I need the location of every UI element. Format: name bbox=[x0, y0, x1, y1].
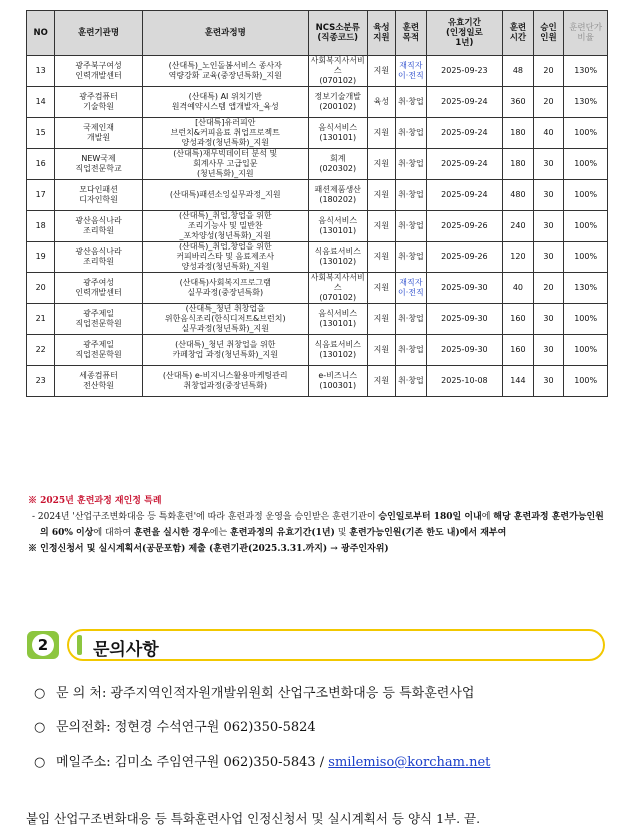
cell-col-price-ratio: 100% bbox=[564, 335, 608, 366]
bullet-icon: ○ bbox=[34, 720, 46, 735]
contact-org bbox=[34, 682, 474, 701]
cell-col-course: (산대특)_취업,창업을 위한 커피바리스타 및 음료제조사 양성과정(청년특화)_지원 bbox=[142, 242, 308, 273]
cell-col-ncs: 음식서비스 (130101) bbox=[308, 211, 367, 242]
header-col-support: 육성 지원 bbox=[367, 11, 395, 56]
cell-col-price-ratio: 130% bbox=[564, 273, 608, 304]
cell-col-institution: 광주북구여성 인력개발센터 bbox=[55, 56, 142, 87]
header-col-ncs: NCS소분류 (직종코드) bbox=[308, 11, 367, 56]
cell-col-hours: 48 bbox=[503, 56, 534, 87]
cell-col-course: (산대특)사회복지프로그램 실무과정(중장년특화) bbox=[142, 273, 308, 304]
note-emphasis: 승인일로부터 180일 이내 bbox=[378, 512, 482, 522]
note-text: 및 bbox=[334, 528, 350, 538]
table-row bbox=[27, 56, 608, 87]
cell-col-purpose: 취·창업 bbox=[396, 335, 427, 366]
attachment-note: 붙임 산업구조변화대응 등 특화훈련사업 인정신청서 및 실시계획서 등 양식 1부. 끝. bbox=[26, 811, 481, 826]
table-row bbox=[27, 273, 608, 304]
cell-col-support: 지원 bbox=[367, 180, 395, 211]
bullet-icon: ○ bbox=[34, 686, 46, 701]
cell-col-purpose: 취·창업 bbox=[396, 118, 427, 149]
cell-col-approved: 30 bbox=[533, 242, 564, 273]
cell-col-purpose: 취·창업 bbox=[396, 304, 427, 335]
contact-phone-text: 문의전화: 정현경 수석연구원 062)350-5824 bbox=[56, 720, 316, 735]
cell-col-approved: 20 bbox=[533, 87, 564, 118]
cell-col-no: 20 bbox=[27, 273, 55, 304]
cell-col-ncs: 회계 (020302) bbox=[308, 149, 367, 180]
cell-col-approved: 30 bbox=[533, 211, 564, 242]
cell-col-ncs: 사회복지사서비스 (070102) bbox=[308, 273, 367, 304]
table-header-row bbox=[27, 11, 608, 56]
cell-col-validity: 2025-09-24 bbox=[426, 87, 502, 118]
cell-col-support: 육성 bbox=[367, 87, 395, 118]
cell-col-price-ratio: 100% bbox=[564, 149, 608, 180]
section-title-bar bbox=[67, 629, 605, 661]
cell-col-support: 지원 bbox=[367, 118, 395, 149]
cell-col-validity: 2025-09-30 bbox=[426, 304, 502, 335]
note-text: 에는 bbox=[209, 528, 231, 538]
notes-title: ※ 2025년 훈련과정 재인정 특례 bbox=[28, 496, 162, 506]
cell-col-validity: 2025-09-30 bbox=[426, 335, 502, 366]
bullet-icon: ○ bbox=[34, 755, 46, 770]
cell-col-institution: 국제인재 개발원 bbox=[55, 118, 142, 149]
cell-col-purpose: 취·창업 bbox=[396, 149, 427, 180]
header-col-purpose: 훈련 목적 bbox=[396, 11, 427, 56]
header-col-hours: 훈련 시간 bbox=[503, 11, 534, 56]
cell-col-approved: 30 bbox=[533, 304, 564, 335]
cell-col-validity: 2025-09-23 bbox=[426, 56, 502, 87]
header-col-no: NO bbox=[27, 11, 55, 56]
cell-col-hours: 160 bbox=[503, 304, 534, 335]
cell-col-hours: 160 bbox=[503, 335, 534, 366]
contact-phone bbox=[34, 716, 316, 735]
cell-col-no: 18 bbox=[27, 211, 55, 242]
table-row bbox=[27, 366, 608, 397]
table-row bbox=[27, 211, 608, 242]
cell-col-price-ratio: 100% bbox=[564, 118, 608, 149]
cell-col-purpose: 취·창업 bbox=[396, 180, 427, 211]
table-row bbox=[27, 87, 608, 118]
cell-col-support: 지원 bbox=[367, 242, 395, 273]
cell-col-price-ratio: 100% bbox=[564, 180, 608, 211]
cell-col-ncs: 음식서비스 (130101) bbox=[308, 118, 367, 149]
cell-col-no: 16 bbox=[27, 149, 55, 180]
cell-col-validity: 2025-09-30 bbox=[426, 273, 502, 304]
cell-col-price-ratio: 100% bbox=[564, 366, 608, 397]
cell-col-ncs: 식음료서비스 (130102) bbox=[308, 335, 367, 366]
notes-description bbox=[26, 509, 616, 541]
cell-col-approved: 30 bbox=[533, 335, 564, 366]
cell-col-validity: 2025-09-26 bbox=[426, 211, 502, 242]
cell-col-ncs: 패션제품생산 (180202) bbox=[308, 180, 367, 211]
cell-col-purpose: 취·창업 bbox=[396, 242, 427, 273]
cell-col-validity: 2025-09-24 bbox=[426, 149, 502, 180]
cell-col-support: 지원 bbox=[367, 56, 395, 87]
section-number: 2 bbox=[32, 634, 54, 656]
cell-col-approved: 30 bbox=[533, 180, 564, 211]
cell-col-institution: 모다인패션 디자인학원 bbox=[55, 180, 142, 211]
contact-org-text: 문 의 처: 광주지역인적자원개발위원회 산업구조변화대응 등 특화훈련사업 bbox=[56, 686, 475, 701]
section-heading bbox=[27, 629, 603, 661]
cell-col-ncs: 음식서비스 (130101) bbox=[308, 304, 367, 335]
table-body bbox=[27, 56, 608, 397]
section-title: 문의사항 bbox=[93, 640, 159, 660]
cell-col-hours: 120 bbox=[503, 242, 534, 273]
note-text: - 2024년 '산업구조변화대응 등 특화훈련'에 따라 훈련과정 운영을 승인받은 훈련기관이 bbox=[32, 512, 379, 522]
cell-col-purpose: 취·창업 bbox=[396, 211, 427, 242]
cell-col-no: 14 bbox=[27, 87, 55, 118]
cell-col-course: (산대특)_노인돌봄서비스 종사자 역량강화 교육(중장년특화)_지원 bbox=[142, 56, 308, 87]
cell-col-no: 15 bbox=[27, 118, 55, 149]
cell-col-ncs: 식음료서비스 (130102) bbox=[308, 242, 367, 273]
cell-col-price-ratio: 100% bbox=[564, 304, 608, 335]
cell-col-no: 17 bbox=[27, 180, 55, 211]
cell-col-support: 지원 bbox=[367, 273, 395, 304]
cell-col-course: (산대특)패션소잉실무과정_지원 bbox=[142, 180, 308, 211]
cell-col-hours: 40 bbox=[503, 273, 534, 304]
cell-col-ncs: 정보기술개발 (200102) bbox=[308, 87, 367, 118]
notes-submission: ※ 인정신청서 및 실시계획서(공문포함) 제출 (훈련기관(2025.3.31.까지) → 광주인자위) bbox=[28, 544, 389, 554]
cell-col-course: [산대특]유러피안 브런치&커피음료 취업프로젝트 양성과정(청년특화)_지원 bbox=[142, 118, 308, 149]
contact-email bbox=[34, 751, 490, 770]
cell-col-support: 지원 bbox=[367, 149, 395, 180]
cell-col-price-ratio: 100% bbox=[564, 242, 608, 273]
note-emphasis: 훈련과정의 유효기간(1년) bbox=[230, 528, 335, 538]
notes-section bbox=[26, 493, 616, 557]
table-row bbox=[27, 118, 608, 149]
cell-col-hours: 480 bbox=[503, 180, 534, 211]
cell-col-institution: 세종컴퓨터 전산학원 bbox=[55, 366, 142, 397]
cell-col-hours: 180 bbox=[503, 149, 534, 180]
cell-col-support: 지원 bbox=[367, 304, 395, 335]
cell-col-price-ratio: 130% bbox=[564, 56, 608, 87]
cell-col-no: 19 bbox=[27, 242, 55, 273]
cell-col-support: 지원 bbox=[367, 335, 395, 366]
cell-col-course: (산대특)_취업,창업을 위한 조리기능사 및 밀반찬 _포차양성(청년특화)_지원 bbox=[142, 211, 308, 242]
cell-col-validity: 2025-10-08 bbox=[426, 366, 502, 397]
cell-col-institution: NEW국제 직업전문학교 bbox=[55, 149, 142, 180]
cell-col-course: (산대특)_청년 취창업을 위한 카페창업 과정(청년특화)_지원 bbox=[142, 335, 308, 366]
note-text: 에 대하여 bbox=[93, 528, 134, 538]
cell-col-price-ratio: 130% bbox=[564, 87, 608, 118]
cell-col-institution: 광산음식나라 조리학원 bbox=[55, 211, 142, 242]
cell-col-approved: 40 bbox=[533, 118, 564, 149]
cell-col-no: 21 bbox=[27, 304, 55, 335]
table-row bbox=[27, 335, 608, 366]
cell-col-no: 22 bbox=[27, 335, 55, 366]
cell-col-price-ratio: 100% bbox=[564, 211, 608, 242]
cell-col-course: (산대특)재무빅데이터 분석 및 회계사무 고급입문 (청년특화)_지원 bbox=[142, 149, 308, 180]
note-emphasis: 해당 훈련과정 훈련가능인원의 60% 이상 bbox=[40, 512, 604, 538]
section-number-badge bbox=[27, 631, 59, 659]
cell-col-purpose: 재직자 이·전직 bbox=[396, 273, 427, 304]
header-col-approved: 승인 인원 bbox=[533, 11, 564, 56]
section-accent-bar bbox=[77, 635, 82, 655]
cell-col-purpose: 취·창업 bbox=[396, 366, 427, 397]
cell-col-course: (산대특_청년 취창업을 위한음식조리(한식디저트&브런치) 실무과정(청년특화)_지원 bbox=[142, 304, 308, 335]
cell-col-no: 13 bbox=[27, 56, 55, 87]
table-row bbox=[27, 149, 608, 180]
cell-col-approved: 20 bbox=[533, 56, 564, 87]
cell-col-institution: 광주여성 인력개발센터 bbox=[55, 273, 142, 304]
table-row bbox=[27, 180, 608, 211]
header-col-price-ratio: 훈련단가 비율 bbox=[564, 11, 608, 56]
contact-email-label: 메일주소: 김미소 주임연구원 062)350-5843 / bbox=[56, 755, 329, 770]
cell-col-course: (산대특) e-비지니스활용마케팅관리 취창업과정(중장년특화) bbox=[142, 366, 308, 397]
cell-col-approved: 30 bbox=[533, 149, 564, 180]
cell-col-support: 지원 bbox=[367, 211, 395, 242]
table-row bbox=[27, 242, 608, 273]
table-row bbox=[27, 304, 608, 335]
cell-col-institution: 광주제일 직업전문학원 bbox=[55, 335, 142, 366]
header-col-institution: 훈련기관명 bbox=[55, 11, 142, 56]
cell-col-hours: 180 bbox=[503, 118, 534, 149]
cell-col-support: 지원 bbox=[367, 366, 395, 397]
cell-col-purpose: 재직자 이·전직 bbox=[396, 56, 427, 87]
email-link[interactable]: smilemiso@korcham.net bbox=[328, 755, 491, 770]
cell-col-no: 23 bbox=[27, 366, 55, 397]
cell-col-approved: 30 bbox=[533, 366, 564, 397]
training-course-table bbox=[26, 10, 608, 397]
cell-col-hours: 144 bbox=[503, 366, 534, 397]
cell-col-validity: 2025-09-26 bbox=[426, 242, 502, 273]
cell-col-institution: 광주컴퓨터 기술학원 bbox=[55, 87, 142, 118]
cell-col-validity: 2025-09-24 bbox=[426, 180, 502, 211]
cell-col-institution: 광주제일 직업전문학원 bbox=[55, 304, 142, 335]
note-emphasis: 훈련을 실시한 경우 bbox=[133, 528, 210, 538]
cell-col-ncs: 사회복지사서비스 (070102) bbox=[308, 56, 367, 87]
header-col-validity: 유효기간 (인정일로 1년) bbox=[426, 11, 502, 56]
cell-col-institution: 광산음식나라 조리학원 bbox=[55, 242, 142, 273]
cell-col-hours: 360 bbox=[503, 87, 534, 118]
cell-col-validity: 2025-09-24 bbox=[426, 118, 502, 149]
cell-col-purpose: 취·창업 bbox=[396, 87, 427, 118]
cell-col-hours: 240 bbox=[503, 211, 534, 242]
header-col-course: 훈련과정명 bbox=[142, 11, 308, 56]
note-emphasis: 훈련가능인원(기존 한도 내)에서 재부여 bbox=[349, 528, 507, 538]
cell-col-course: (산대특) AI 위치기반 원격예약시스템 앱개발자_육성 bbox=[142, 87, 308, 118]
cell-col-approved: 20 bbox=[533, 273, 564, 304]
note-text: 에 bbox=[481, 512, 494, 522]
cell-col-ncs: e-비즈니스 (100301) bbox=[308, 366, 367, 397]
